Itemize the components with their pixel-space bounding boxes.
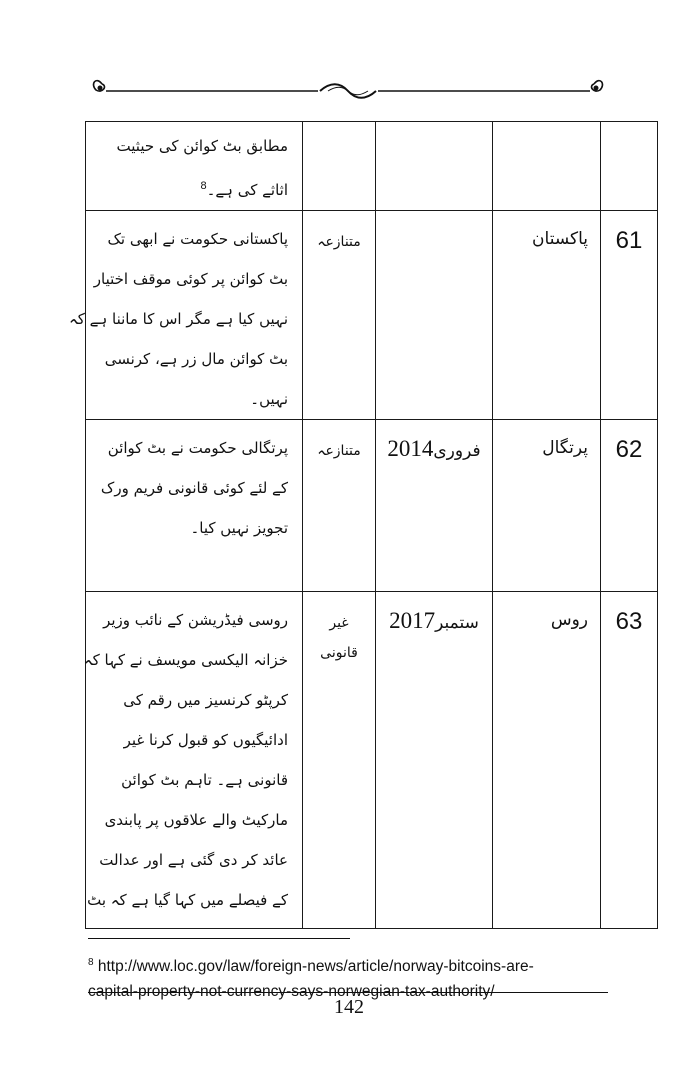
status-cell xyxy=(303,420,376,592)
description-cell xyxy=(68,211,303,420)
description-line: پاکستانی حکومت نے ابھی تک xyxy=(107,230,288,248)
country-cell: پاکستان xyxy=(493,211,601,420)
date-cell xyxy=(376,420,493,592)
description-line: نہیں کیا ہے مگر اس کا ماننا ہے کہ xyxy=(68,310,288,328)
status-line: قانونی xyxy=(320,645,358,661)
footnote-url-part2[interactable]: capital-property-not-currency-says-norwegian-tax-authority/ xyxy=(88,983,495,1001)
description-line: عائد کر دی گئی ہے اور عدالت xyxy=(99,851,288,869)
row-number: 61 xyxy=(601,211,658,420)
table-row xyxy=(86,420,658,592)
date-year: 2017 xyxy=(389,608,436,633)
description-line: مطابق بٹ کوائن کی حیثیت xyxy=(116,137,288,155)
description-line: تجویز نہیں کیا۔ xyxy=(190,519,288,537)
description-line: قانونی ہے۔ تاہم بٹ کوائن xyxy=(121,771,288,789)
status-line: متنازعہ xyxy=(317,443,361,459)
date-cell xyxy=(376,122,493,211)
page-number: 142 xyxy=(334,996,364,1018)
description-line: کرپٹو کرنسیز میں رقم کی xyxy=(123,691,288,709)
description-line: پرتگالی حکومت نے بٹ کوائن xyxy=(107,439,288,457)
status-cell xyxy=(303,211,376,420)
page-divider xyxy=(88,992,608,993)
table-row xyxy=(86,122,658,211)
date-cell xyxy=(376,592,493,929)
description-line: بٹ کوائن مال زر ہے، کرنسی xyxy=(104,350,288,368)
countries-table xyxy=(68,121,658,929)
footnote-line[interactable] xyxy=(88,950,608,979)
date-cell xyxy=(376,211,493,420)
description-line: خزانہ الیکسی مویسف نے کہا کہ xyxy=(83,651,288,669)
description-line: اثاثے کی ہے۔$^8$ xyxy=(200,180,288,199)
status-line: متنازعہ xyxy=(317,234,361,250)
description-line: روسی فیڈریشن کے نائب وزیر xyxy=(103,611,288,629)
table-row xyxy=(86,211,658,420)
row-number: 63 xyxy=(601,592,658,929)
description-line: کے لئے کوئی قانونی فریم ورک xyxy=(100,479,288,497)
footnote-divider xyxy=(88,938,350,939)
footnote-url-part1[interactable]: http://www.loc.gov/law/foreign-news/article/norway-bitcoins-are- xyxy=(93,958,534,976)
status-cell xyxy=(303,122,376,211)
description-line: مارکیٹ والے علاقوں پر پابندی xyxy=(104,811,288,829)
description-line: کے فیصلے میں کہا گیا ہے کہ بٹ xyxy=(87,891,288,909)
description-line: ادائیگیوں کو قبول کرنا غیر xyxy=(123,731,288,749)
date-month: ستمبر xyxy=(435,613,479,633)
footnote-marker: 8 xyxy=(88,957,94,968)
footnote-ref: 8 xyxy=(200,180,207,192)
date-year: 2014 xyxy=(387,436,434,461)
description-cell xyxy=(83,592,303,929)
description-cell xyxy=(86,420,303,592)
country-cell xyxy=(493,122,601,211)
status-cell xyxy=(303,592,376,929)
status-line: غیر xyxy=(329,615,349,631)
header-ornament xyxy=(88,70,608,110)
row-number: 62 xyxy=(601,420,658,592)
table-row xyxy=(86,592,658,929)
date-month: فروری xyxy=(433,441,481,461)
description-line: نہیں۔ xyxy=(250,390,288,408)
country-cell: پرتگال xyxy=(493,420,601,592)
row-number xyxy=(601,122,658,211)
country-cell: روس xyxy=(493,592,601,929)
description-cell xyxy=(86,122,303,211)
description-line: بٹ کوائن پر کوئی موقف اختیار xyxy=(93,270,288,288)
